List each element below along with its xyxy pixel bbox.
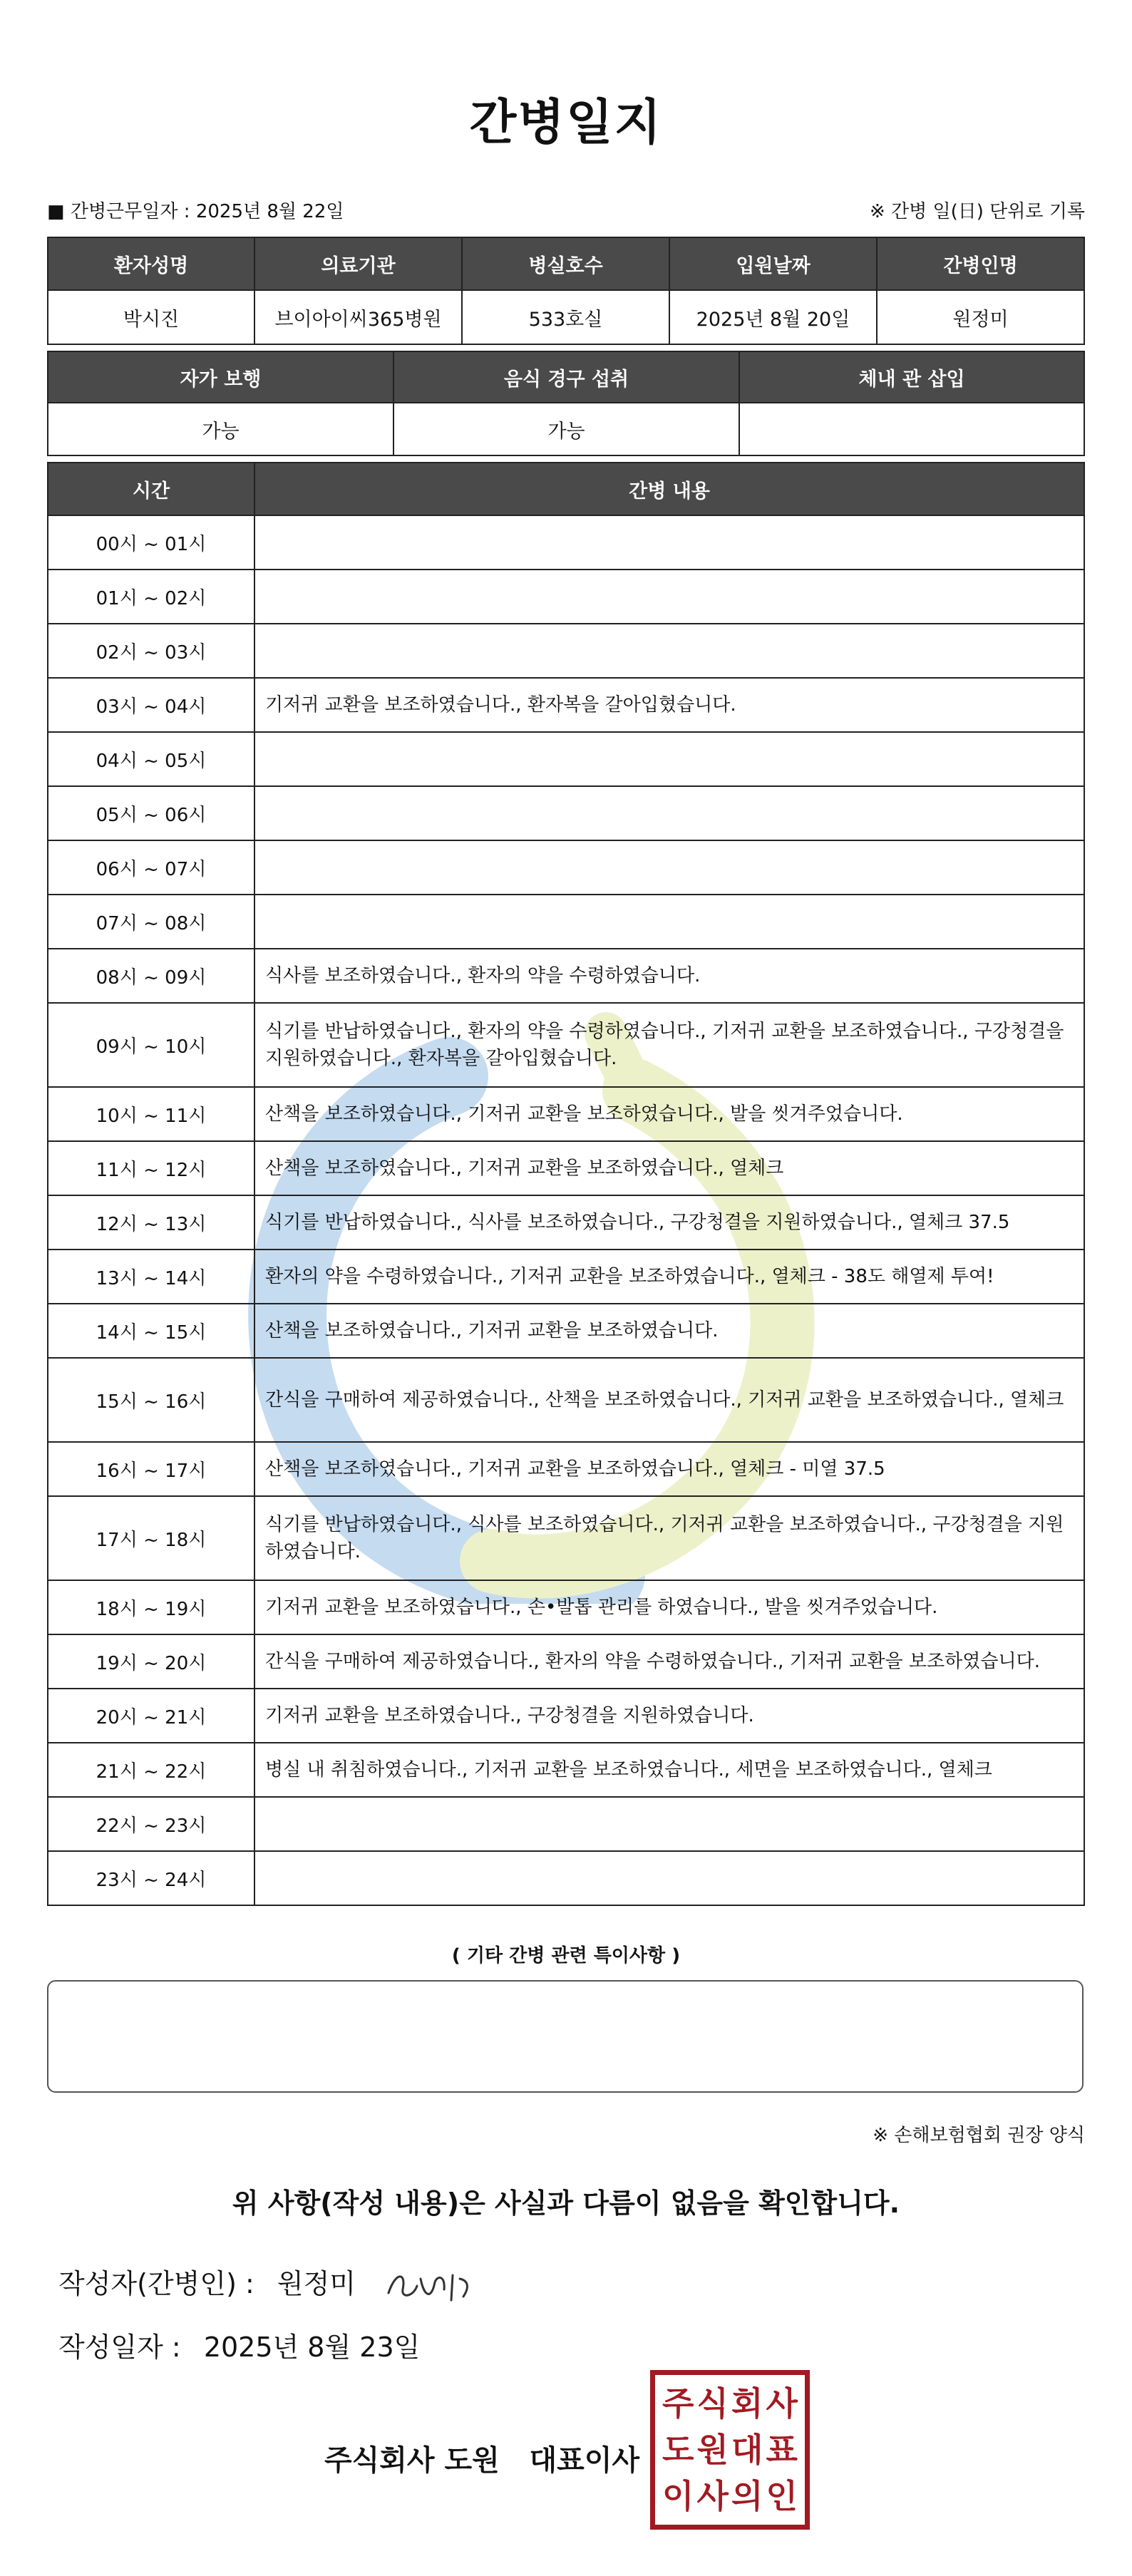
- patient-status-table: [47, 351, 1085, 456]
- log-content: 기저귀 교환을 보조하였습니다., 손•발톱 관리를 하였습니다., 발을 씻겨주었습니다.: [254, 1580, 1084, 1634]
- log-content: [254, 570, 1084, 624]
- remarks-heading: ( 기타 간병 관련 특이사항 ): [451, 1945, 681, 1967]
- log-time: 14시 ~ 15시: [48, 1304, 254, 1358]
- log-row: [48, 515, 1084, 570]
- log-content: 환자의 약을 수령하였습니다., 기저귀 교환을 보조하였습니다., 열체크 - 38도 해열제 투여!: [254, 1250, 1084, 1304]
- log-time: 17시 ~ 18시: [48, 1496, 254, 1580]
- company-name: 주식회사 도원 대표이사: [324, 2444, 640, 2477]
- log-row: [48, 1689, 1084, 1743]
- log-time: 15시 ~ 16시: [48, 1358, 254, 1442]
- work-date: ■ 간병근무일자 : 2025년 8월 22일: [47, 201, 344, 222]
- header-tube-insertion: 체내 관 삽입: [739, 351, 1084, 403]
- log-row: [48, 678, 1084, 732]
- log-content: 산책을 보조하였습니다., 기저귀 교환을 보조하였습니다., 열체크: [254, 1141, 1084, 1195]
- header-oral-intake: 음식 경구 섭취: [393, 351, 739, 403]
- log-row: [48, 1634, 1084, 1689]
- log-content: 식사를 보조하였습니다., 환자의 약을 수령하였습니다.: [254, 949, 1084, 1003]
- log-content: [254, 786, 1084, 840]
- log-content: 기저귀 교환을 보조하였습니다., 환자복을 갈아입혔습니다.: [254, 678, 1084, 732]
- seal-char: 회: [731, 2384, 763, 2423]
- log-time: 05시 ~ 06시: [48, 786, 254, 840]
- seal-char: 대: [731, 2430, 763, 2469]
- log-time: 04시 ~ 05시: [48, 732, 254, 786]
- tube-insertion-value: [739, 403, 1084, 455]
- header-time: 시간: [48, 463, 254, 515]
- log-time: 12시 ~ 13시: [48, 1195, 254, 1250]
- company-seal-icon: [650, 2370, 810, 2530]
- care-log-table: [47, 462, 1085, 1906]
- log-time: 09시 ~ 10시: [48, 1003, 254, 1087]
- author-label: 작성자(간병인) :: [58, 2268, 254, 2299]
- log-time: 21시 ~ 22시: [48, 1743, 254, 1797]
- seal-char: 도: [662, 2430, 694, 2469]
- log-row: [48, 1304, 1084, 1358]
- log-time: 23시 ~ 24시: [48, 1851, 254, 1905]
- admission-date: 2025년 8월 20일: [669, 290, 877, 344]
- header-room: 병실호수: [462, 237, 669, 290]
- log-time: 22시 ~ 23시: [48, 1797, 254, 1851]
- remarks-box: [47, 1980, 1084, 2093]
- recommend-note: ※ 손해보험협회 권장 양식: [873, 2125, 1085, 2146]
- unit-note: ※ 간병 일(日) 단위로 기록: [869, 201, 1085, 222]
- log-row: [48, 1087, 1084, 1141]
- seal-char: 식: [696, 2384, 729, 2423]
- log-row: [48, 1195, 1084, 1250]
- header-care-content: 간병 내용: [254, 463, 1084, 515]
- author-line: [58, 2262, 481, 2307]
- seal-char: 원: [696, 2430, 729, 2469]
- header-admission-date: 입원날짜: [669, 237, 877, 290]
- seal-char: 인: [766, 2476, 798, 2515]
- log-row: [48, 1496, 1084, 1580]
- log-content: 산책을 보조하였습니다., 기저귀 교환을 보조하였습니다., 발을 씻겨주었습니다.: [254, 1087, 1084, 1141]
- written-date-label: 작성일자 :: [58, 2332, 181, 2363]
- log-row: [48, 1442, 1084, 1496]
- log-row: [48, 1743, 1084, 1797]
- log-row: [48, 1003, 1084, 1087]
- hospital-name: 브이아이씨365병원: [254, 290, 462, 344]
- patient-info-table: [47, 237, 1085, 345]
- log-time: 20시 ~ 21시: [48, 1689, 254, 1743]
- seal-char: 사: [766, 2384, 798, 2423]
- log-content: [254, 1851, 1084, 1905]
- log-content: 식기를 반납하였습니다., 환자의 약을 수령하였습니다., 기저귀 교환을 보조하였습니다., 구강청결을 지원하였습니다., 환자복을 갈아입혔습니다.: [254, 1003, 1084, 1087]
- log-content: 산책을 보조하였습니다., 기저귀 교환을 보조하였습니다., 열체크 - 미열 37.5: [254, 1442, 1084, 1496]
- log-content: 병실 내 취침하였습니다., 기저귀 교환을 보조하였습니다., 세면을 보조하였습니다., 열체크: [254, 1743, 1084, 1797]
- log-row: [48, 840, 1084, 895]
- log-row: [48, 949, 1084, 1003]
- confirmation-statement: 위 사항(작성 내용)은 사실과 다름이 없음을 확인합니다.: [232, 2188, 900, 2219]
- header-caregiver: 간병인명: [877, 237, 1084, 290]
- author-name: 원정미: [277, 2268, 356, 2299]
- log-content: 기저귀 교환을 보조하였습니다., 구강청결을 지원하였습니다.: [254, 1689, 1084, 1743]
- log-content: [254, 624, 1084, 678]
- log-time: 02시 ~ 03시: [48, 624, 254, 678]
- self-walking-value: 가능: [48, 403, 393, 455]
- written-date-line: [58, 2325, 420, 2364]
- room-number: 533호실: [462, 290, 669, 344]
- log-content: [254, 732, 1084, 786]
- header-hospital: 의료기관: [254, 237, 462, 290]
- log-content: 산책을 보조하였습니다., 기저귀 교환을 보조하였습니다.: [254, 1304, 1084, 1358]
- log-row: [48, 1580, 1084, 1634]
- seal-char: 이: [662, 2476, 694, 2515]
- log-content: 간식을 구매하여 제공하였습니다., 환자의 약을 수령하였습니다., 기저귀 교환을 보조하였습니다.: [254, 1634, 1084, 1689]
- log-content: [254, 515, 1084, 570]
- oral-intake-value: 가능: [393, 403, 739, 455]
- log-row: [48, 1797, 1084, 1851]
- log-time: 19시 ~ 20시: [48, 1634, 254, 1689]
- log-time: 10시 ~ 11시: [48, 1087, 254, 1141]
- header-patient-name: 환자성명: [48, 237, 254, 290]
- document-title: 간병일지: [469, 95, 663, 151]
- log-time: 00시 ~ 01시: [48, 515, 254, 570]
- log-content: [254, 1797, 1084, 1851]
- log-row: [48, 570, 1084, 624]
- log-time: 11시 ~ 12시: [48, 1141, 254, 1195]
- log-row: [48, 895, 1084, 949]
- log-row: [48, 786, 1084, 840]
- seal-char: 사: [696, 2476, 729, 2515]
- log-row: [48, 1851, 1084, 1905]
- log-content: 식기를 반납하였습니다., 식사를 보조하였습니다., 구강청결을 지원하였습니다., 열체크 37.5: [254, 1195, 1084, 1250]
- log-time: 06시 ~ 07시: [48, 840, 254, 895]
- log-row: [48, 1250, 1084, 1304]
- log-time: 07시 ~ 08시: [48, 895, 254, 949]
- log-row: [48, 1141, 1084, 1195]
- written-date-value: 2025년 8월 23일: [203, 2332, 421, 2363]
- seal-char: 표: [766, 2430, 798, 2469]
- log-content: 식기를 반납하였습니다., 식사를 보조하였습니다., 기저귀 교환을 보조하였습니다., 구강청결을 지원하였습니다.: [254, 1496, 1084, 1580]
- log-time: 16시 ~ 17시: [48, 1442, 254, 1496]
- seal-char: 주: [662, 2384, 694, 2423]
- log-content: [254, 895, 1084, 949]
- patient-name: 박시진: [48, 290, 254, 344]
- log-time: 03시 ~ 04시: [48, 678, 254, 732]
- log-row: [48, 624, 1084, 678]
- header-self-walking: 자가 보행: [48, 351, 393, 403]
- signature-icon: [381, 2265, 481, 2307]
- log-time: 13시 ~ 14시: [48, 1250, 254, 1304]
- log-row: [48, 732, 1084, 786]
- log-row: [48, 1358, 1084, 1442]
- log-time: 18시 ~ 19시: [48, 1580, 254, 1634]
- log-content: 간식을 구매하여 제공하였습니다., 산책을 보조하였습니다., 기저귀 교환을 보조하였습니다., 열체크: [254, 1358, 1084, 1442]
- log-content: [254, 840, 1084, 895]
- log-time: 08시 ~ 09시: [48, 949, 254, 1003]
- caregiver-name: 원정미: [877, 290, 1084, 344]
- seal-char: 의: [731, 2476, 763, 2515]
- log-time: 01시 ~ 02시: [48, 570, 254, 624]
